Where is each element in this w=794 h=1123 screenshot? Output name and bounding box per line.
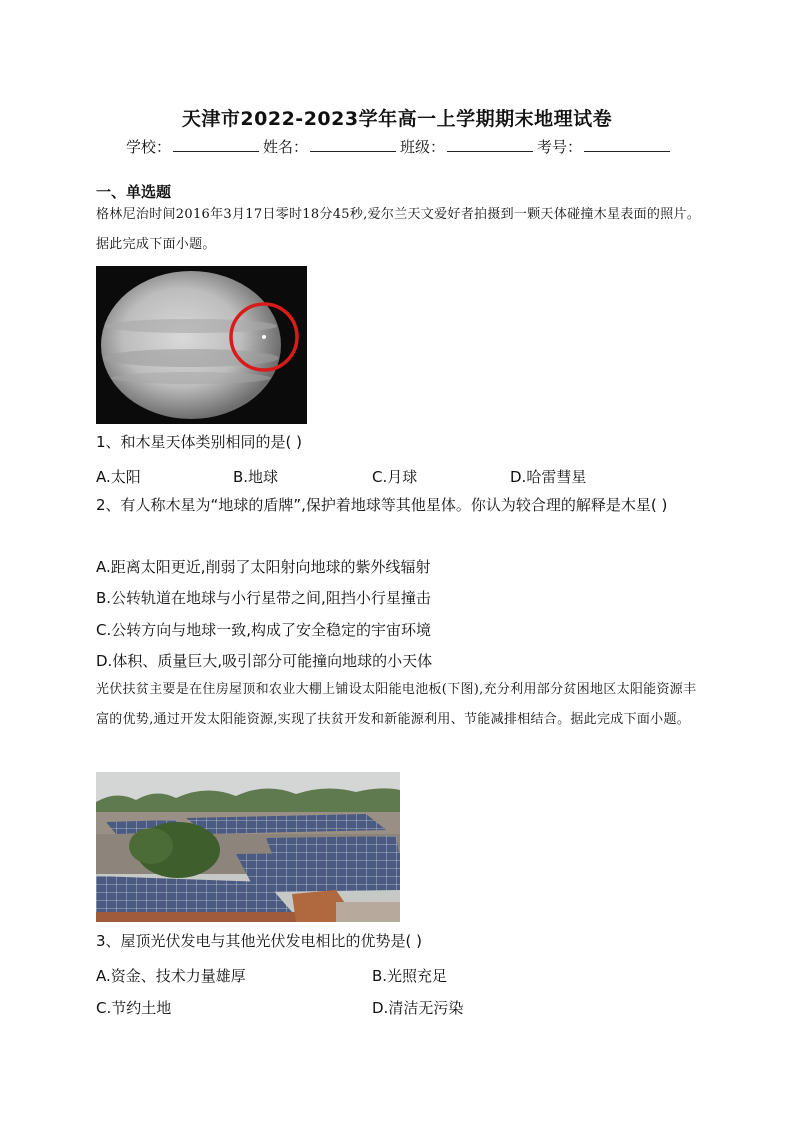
question-2-option-a[interactable]: A.距离太阳更近,削弱了太阳射向地球的紫外线辐射 — [96, 558, 431, 576]
question-3-option-b[interactable]: B.光照充足 — [372, 967, 448, 985]
question-3-option-a[interactable]: A.资金、技术力量雄厚 — [96, 967, 246, 985]
question-1-option-b[interactable]: B.地球 — [233, 468, 279, 486]
name-label: 姓名： — [263, 138, 309, 156]
question-2-option-b[interactable]: B.公转轨道在地球与小行星带之间,阻挡小行星撞击 — [96, 589, 431, 607]
question-1-option-c[interactable]: C.月球 — [372, 468, 418, 486]
question-3-option-d[interactable]: D.清洁无污染 — [372, 999, 464, 1017]
jupiter-photo — [96, 266, 307, 424]
number-label: 考号： — [537, 138, 583, 156]
passage-2: 光伏扶贫主要是在住房屋顶和农业大棚上铺设太阳能电池板(下图),充分利用部分贫困地区太阳能资源丰富的优势,通过开发太阳能资源,实现了扶贫开发和新能源利用、节能减排相结合。据此完成下面小题。 — [96, 682, 697, 727]
question-1-stem: 1、和木星天体类别相同的是( ) — [96, 433, 303, 451]
name-blank — [310, 137, 396, 152]
class-label: 班级： — [400, 138, 446, 156]
question-2-option-d[interactable]: D.体积、质量巨大,吸引部分可能撞向地球的小天体 — [96, 652, 433, 670]
question-3-stem: 3、屋顶光伏发电与其他光伏发电相比的优势是( ) — [96, 932, 423, 950]
rooftop-solar-photo — [96, 772, 400, 922]
question-2-option-c[interactable]: C.公转方向与地球一致,构成了安全稳定的宇宙环境 — [96, 621, 432, 639]
class-blank — [447, 137, 533, 152]
school-blank — [173, 137, 259, 152]
question-3-option-c[interactable]: C.节约土地 — [96, 999, 172, 1017]
exam-title: 天津市2022-2023学年高一上学期期末地理试卷 — [181, 108, 613, 130]
school-label: 学校： — [126, 138, 172, 156]
student-info-line — [96, 136, 696, 157]
section-title: 一、单选题 — [96, 183, 172, 201]
question-2-stem: 2、有人称木星为“地球的盾牌”,保护着地球等其他星体。你认为较合理的解释是木星( ) — [96, 496, 668, 514]
passage-1: 格林尼治时间2016年3月17日零时18分45秒,爱尔兰天文爱好者拍摄到一颗天体碰撞木星表面的照片。据此完成下面小题。 — [96, 207, 701, 252]
question-1-option-a[interactable]: A.太阳 — [96, 468, 141, 486]
question-1-option-d[interactable]: D.哈雷彗星 — [510, 468, 587, 486]
number-blank — [584, 137, 670, 152]
